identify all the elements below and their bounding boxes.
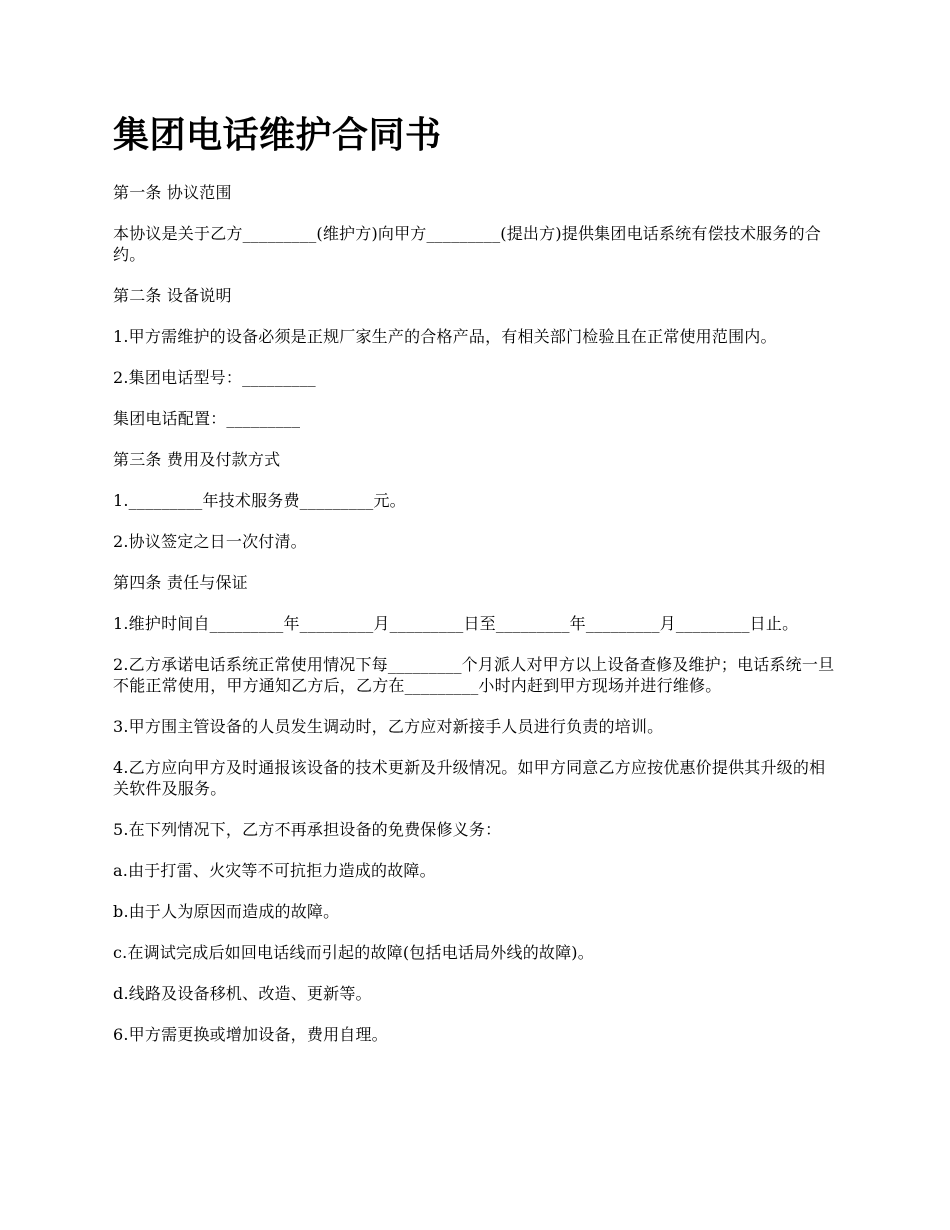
article-2-heading: 第二条 设备说明	[113, 286, 232, 305]
article-4-item-4: 4.乙方应向甲方及时通报该设备的技术更新及升级情况。如甲方同意乙方应按优惠价提供其升级的相关软件及服务。	[113, 758, 826, 798]
document-title: 集团电话维护合同书	[113, 115, 442, 156]
article-4-item-5c: c.在调试完成后如回电话线而引起的故障(包括电话局外线的故障)。	[113, 943, 594, 962]
article-3-item-2: 2.协议签定之日一次付清。	[113, 532, 307, 551]
document-page	[113, 112, 837, 1065]
article-1-heading: 第一条 协议范围	[113, 183, 232, 202]
article-4-item-5b: b.由于人为原因而造成的故障。	[113, 902, 340, 921]
article-4-item-1: 1.维护时间自_________年_________月_________日至_________年_________月_________日止。	[113, 614, 799, 633]
article-4-item-3: 3.甲方围主管设备的人员发生调动时，乙方应对新接手人员进行负责的培训。	[113, 717, 664, 736]
article-4-heading: 第四条 责任与保证	[113, 573, 248, 592]
article-1-body: 本协议是关于乙方_________(维护方)向甲方_________(提出方)提供集团电话系统有偿技术服务的合约。	[113, 224, 821, 264]
article-4-item-6: 6.甲方需更换或增加设备，费用自理。	[113, 1025, 388, 1044]
article-4-item-5: 5.在下列情况下，乙方不再承担设备的免费保修义务：	[113, 820, 502, 839]
article-2-item-2: 2.集团电话型号：_________	[113, 368, 316, 387]
article-4-item-5a: a.由于打雷、火灾等不可抗拒力造成的故障。	[113, 861, 436, 880]
article-2-item-1: 1.甲方需维护的设备必须是正规厂家生产的合格产品，有相关部门检验且在正常使用范围内。	[113, 327, 777, 346]
article-4-item-5d: d.线路及设备移机、改造、更新等。	[113, 984, 372, 1003]
article-2-config: 集团电话配置：_________	[113, 409, 301, 428]
article-3-item-1: 1._________年技术服务费_________元。	[113, 491, 406, 510]
article-4-item-2: 2.乙方承诺电话系统正常使用情况下每_________个月派人对甲方以上设备查修及维护；电话系统一旦不能正常使用，甲方通知乙方后，乙方在_________小时内赶到甲方现场并进行维修。	[113, 655, 835, 695]
article-3-heading: 第三条 费用及付款方式	[113, 450, 281, 469]
